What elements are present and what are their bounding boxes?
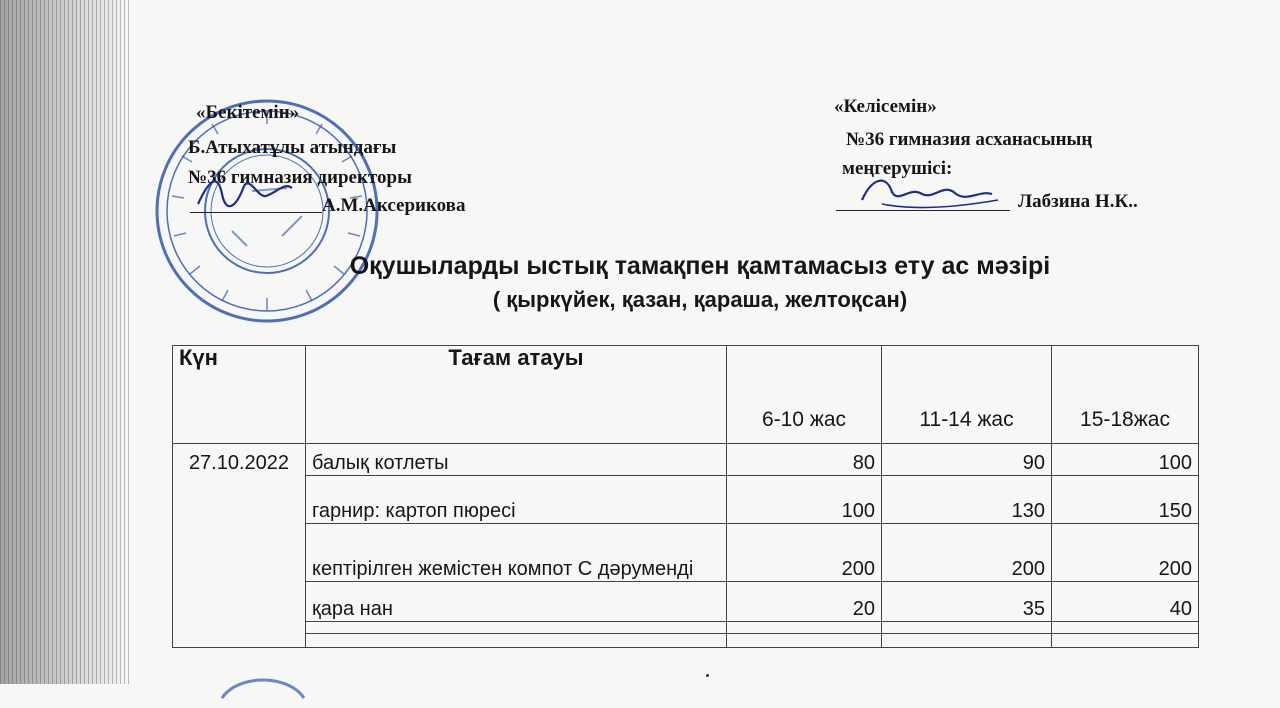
portion-15-18: 100 bbox=[1052, 444, 1199, 476]
table-row bbox=[173, 524, 1199, 582]
manager-signature-icon bbox=[852, 170, 1002, 215]
portion-11-14: 35 bbox=[882, 582, 1052, 622]
approve-line-director: №36 гимназия директоры bbox=[188, 167, 412, 188]
table-header-row bbox=[173, 346, 1199, 388]
portion-15-18: 150 bbox=[1052, 476, 1199, 524]
scan-edge-shadow bbox=[0, 0, 130, 684]
table-row bbox=[173, 582, 1199, 622]
header-age-6-10: 6-10 жас bbox=[727, 346, 882, 444]
director-signature-line bbox=[190, 212, 322, 213]
header-age-15-18: 15-18жас bbox=[1052, 346, 1199, 444]
portion-15-18: 40 bbox=[1052, 582, 1199, 622]
header-dish: Тағам атауы bbox=[306, 346, 727, 444]
director-signature-icon bbox=[192, 168, 322, 216]
menu-subtitle: ( қыркүйек, қазан, қараша, желтоқсан) bbox=[492, 287, 908, 312]
header-age-11-14: 11-14 жас bbox=[882, 346, 1052, 444]
dish-name: балық котлеты bbox=[306, 444, 727, 476]
date-cell: 27.10.2022 bbox=[173, 444, 306, 648]
partial-seal-icon bbox=[218, 668, 308, 708]
agree-line-canteen: №36 гимназия асханасының bbox=[846, 129, 1093, 150]
dish-name: қара нан bbox=[306, 582, 727, 622]
portion-6-10: 200 bbox=[727, 524, 882, 582]
table-row bbox=[173, 476, 1199, 524]
menu-table bbox=[172, 345, 1199, 648]
portion-15-18: 200 bbox=[1052, 524, 1199, 582]
portion-6-10: 80 bbox=[727, 444, 882, 476]
portion-11-14: 90 bbox=[882, 444, 1052, 476]
table-row-empty bbox=[173, 634, 1199, 648]
speck bbox=[706, 674, 709, 677]
table-row-empty bbox=[173, 622, 1199, 634]
director-name: А.М.Аксерикова bbox=[322, 195, 466, 216]
portion-11-14: 200 bbox=[882, 524, 1052, 582]
agree-heading: «Келісемін» bbox=[834, 96, 937, 117]
portion-6-10: 100 bbox=[727, 476, 882, 524]
portion-6-10: 20 bbox=[727, 582, 882, 622]
menu-title: Оқушыларды ыстық тамақпен қамтамасыз ету ас мәзірі bbox=[349, 252, 1051, 280]
agree-line-manager: меңгерушісі: bbox=[842, 158, 953, 179]
dish-name: кептірілген жемістен компот С дәруменді bbox=[306, 524, 727, 582]
manager-signature-line bbox=[836, 210, 1010, 211]
dish-name: гарнир: картоп пюресі bbox=[306, 476, 727, 524]
header-day: Күн bbox=[173, 346, 306, 444]
manager-name: Лабзина Н.К.. bbox=[1018, 191, 1138, 212]
table-row bbox=[173, 444, 1199, 476]
approve-line-school: Б.Атыхатұлы атындағы bbox=[188, 137, 397, 158]
portion-11-14: 130 bbox=[882, 476, 1052, 524]
approve-heading: «Бекітемін» bbox=[196, 102, 300, 123]
